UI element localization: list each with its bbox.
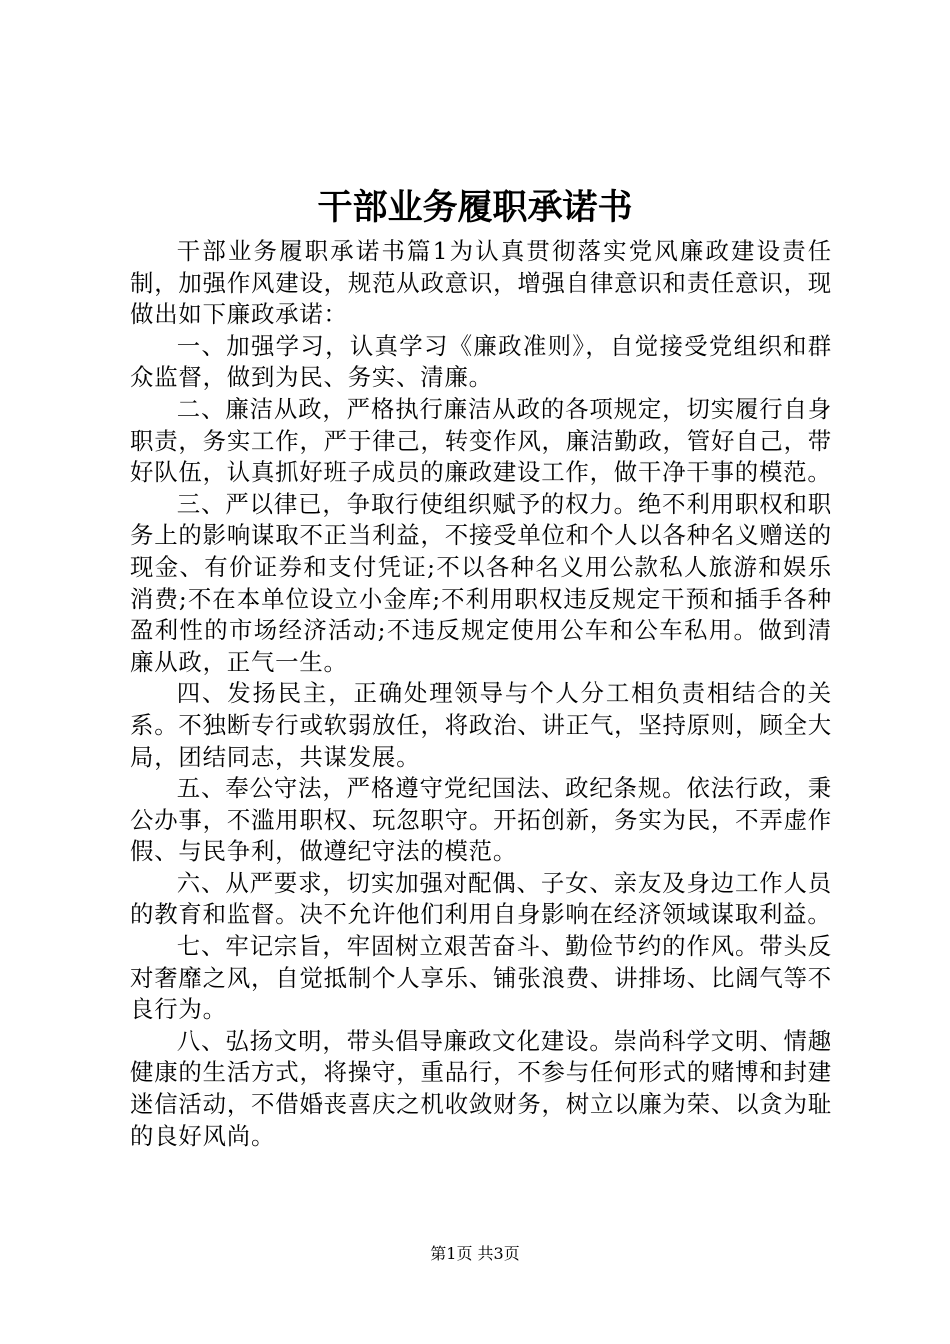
paragraph-item-2: 二、廉洁从政，严格执行廉洁从政的各项规定，切实履行自身职责，务实工作，严于律己，转变作风，廉洁勤政，管好自己，带好队伍，认真抓好班子成员的廉政建设工作，做干净干事的模范。 xyxy=(130,394,832,487)
paragraph-item-6: 六、从严要求，切实加强对配偶、子女、亲友及身边工作人员的教育和监督。决不允许他们利用自身影响在经济领域谋取利益。 xyxy=(130,868,832,929)
document-body xyxy=(130,236,832,1152)
paragraph-item-3: 三、严以律已，争取行使组织赋予的权力。绝不利用职权和职务上的影响谋取不正当利益，不接受单位和个人以各种名义赠送的现金、有价证券和支付凭证;不以各种名义用公款私人旅游和娱乐消费;不在本单位设立小金库;不利用职权违反规定干预和插手各种盈利性的市场经济活动;不违反规定使用公车和公车私用。做到清廉从政，正气一生。 xyxy=(130,489,832,676)
paragraph-item-7: 七、牢记宗旨，牢固树立艰苦奋斗、勤俭节约的作风。带头反对奢靡之风，自觉抵制个人享乐、铺张浪费、讲排场、比阔气等不良行为。 xyxy=(130,932,832,1024)
page-number-footer: 第1页 共3页 xyxy=(430,1244,520,1263)
paragraph-intro: 干部业务履职承诺书篇1为认真贯彻落实党风廉政建设责任制，加强作风建设，规范从政意识，增强自律意识和责任意识，现做出如下廉政承诺： xyxy=(130,237,832,329)
paragraph-item-8: 八、弘扬文明，带头倡导廉政文化建设。崇尚科学文明、情趣健康的生活方式，将操守，重品行，不参与任何形式的赌博和封建迷信活动，不借婚丧喜庆之机收敛财务，树立以廉为荣、以贪为耻的良好风尚。 xyxy=(130,1026,832,1150)
paragraph-item-4: 四、发扬民主，正确处理领导与个人分工相负责相结合的关系。不独断专行或软弱放任，将政治、讲正气，坚持原则，顾全大局，团结同志，共谋发展。 xyxy=(130,679,832,771)
paragraph-item-1: 一、加强学习，认真学习《廉政准则》，自觉接受党组织和群众监督，做到为民、务实、清廉。 xyxy=(130,331,832,392)
paragraph-item-5: 五、奉公守法，严格遵守党纪国法、政纪条规。依法行政，秉公办事，不滥用职权、玩忽职守。开拓创新，务实为民，不弄虚作假、与民争利，做遵纪守法的模范。 xyxy=(130,774,832,866)
document-title: 干部业务履职承诺书 xyxy=(317,187,633,228)
